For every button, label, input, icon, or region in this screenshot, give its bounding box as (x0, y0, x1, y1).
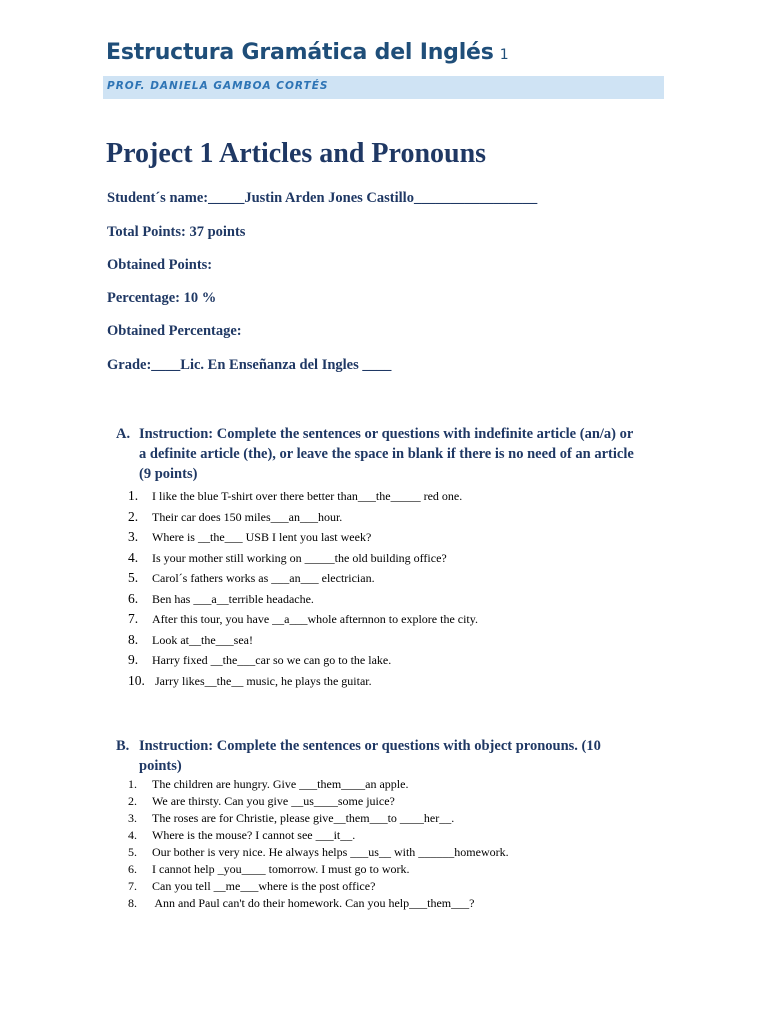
section-a-list (128, 486, 478, 691)
percentage-field: Percentage: 10 % (107, 290, 217, 306)
obtained-percentage-field: Obtained Percentage: (107, 323, 242, 339)
section-a-instruction-line: Instruction: Complete the sentences or questions with indefinite article (an/a) or (139, 426, 634, 442)
list-item: 5. Our bother is very nice. He always helps ___us__ with ______homework. (128, 845, 509, 859)
section-b-instruction-line: points) (139, 758, 182, 774)
list-item: 6. I cannot help _you____ tomorrow. I must go to work. (128, 862, 410, 876)
professor-banner (103, 76, 664, 99)
list-item: 3. Where is __the___ USB I lent you last week? (128, 529, 372, 544)
student-name-field: Student´s name:_____Justin Arden Jones Castillo_________________ (107, 190, 538, 206)
list-item: 2. We are thirsty. Can you give __us____some juice? (128, 794, 395, 808)
total-points-field: Total Points: 37 points (107, 224, 246, 240)
section-a-instruction-line: a definite article (the), or leave the space in blank if there is no need of an article (139, 446, 634, 462)
section-b-instruction (116, 736, 676, 776)
list-item: 3. The roses are for Christie, please give__them___to ____her__. (128, 811, 455, 825)
section-a-letter: A. (116, 426, 131, 442)
section-a-instruction-text (139, 424, 634, 484)
list-item: 7. After this tour, you have __a___whole afternnon to explore the city. (128, 611, 478, 626)
grade-field: Grade:____Lic. En Enseñanza del Ingles ____ (107, 357, 392, 373)
list-item: 8. Look at__the___sea! (128, 631, 253, 647)
project-title: Project 1 Articles and Pronouns (106, 138, 487, 169)
list-item: 9. Harry fixed __the___car so we can go to the lake. (128, 652, 392, 667)
list-item: 4. Where is the mouse? I cannot see ___it__. (128, 828, 356, 842)
section-b-instruction-text (139, 736, 601, 776)
course-title: Estructura Gramática del Inglés 1 (106, 40, 509, 65)
list-item: 10. Jarry likes__the__ music, he plays the guitar. (128, 672, 372, 688)
list-item: 8. Ann and Paul can't do their homework. Can you help___them___? (128, 896, 475, 910)
list-item: 5. Carol´s fathers works as ___an___ electrician. (128, 570, 375, 585)
obtained-points-field: Obtained Points: (107, 257, 213, 273)
list-item: 2. Their car does 150 miles___an___hour. (128, 508, 343, 524)
list-item: 1. I like the blue T-shirt over there better than___the_____ red one. (128, 488, 463, 503)
section-b-list (128, 776, 509, 912)
section-a-instruction (116, 424, 676, 484)
professor-name: PROF. DANIELA GAMBOA CORTÉS (107, 80, 329, 92)
course-title-number: 1 (499, 47, 509, 63)
list-item: 1. The children are hungry. Give ___them____an apple. (128, 777, 409, 791)
list-item: 4. Is your mother still working on _____the old building office? (128, 549, 447, 565)
section-b-letter: B. (116, 738, 130, 754)
section-a-instruction-line: (9 points) (139, 466, 198, 482)
section-b-instruction-line: Instruction: Complete the sentences or questions with object pronouns. (10 (139, 738, 601, 754)
list-item: 6. Ben has ___a__terrible headache. (128, 590, 314, 606)
list-item: 7. Can you tell __me___where is the post office? (128, 879, 376, 893)
